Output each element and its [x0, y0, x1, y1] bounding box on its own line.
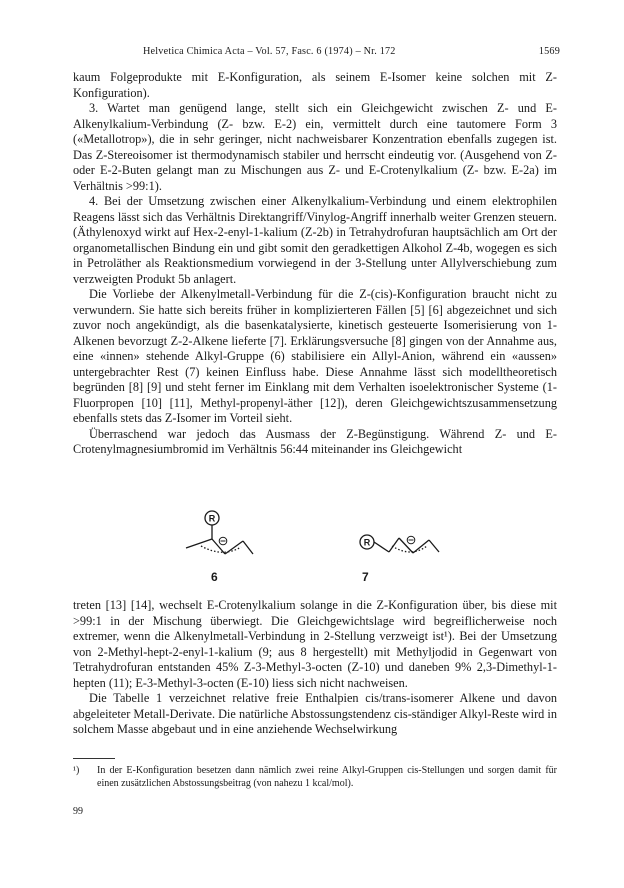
paragraph-z-preference: Die Vorliebe der Alkenylmetall-Verbindung für die Z-(cis)-Konfiguration braucht nicht zu verwundern. Sie hatte sich bereits früher in komplizierteren Fällen [5] [6] abgezeichnet und sich zuvor noch angekündigt, als die basenkatalysierte, kinetisch gesteuerte Isomerisierung von 1-Alkenen bevorzugt Z-2-Alkene lieferte [7]. Erklärungsversuche [8] gingen von der Annahme aus, eine «innen» stehende Alkyl-Gruppe (6) stabilisiere ein Allyl-Anion, während ein «aussen» untergebrachter Rest (7) keinen Einfluss habe. Diese Annahme lässt sich modelltheoretisch begründen [8] [9] und steht ferner im Einklang mit dem Verhalten isoelektronischer Systeme (1-Fluorpropen [10] [11], Methyl-propenyl-äther [12]), deren Gleichgewichtszusammensetzung ebenfalls stets das Z-Isomer im Vorteil sieht.	[73, 287, 557, 425]
compound-label-6: 6	[211, 570, 218, 584]
paragraph-table-1: Die Tabelle 1 verzeichnet relative freie Enthalpien cis/trans-isomerer Alkene und davon abgeleiteter Metall-Derivate. Die natürliche Abstossungstendenz cis-ständiger Alkyl-Reste wird in solchem Masse abgebaut und in eine anziehende Wechselwirkung	[73, 691, 557, 736]
bond-6-a	[186, 539, 212, 548]
footnote-mark: ¹)	[73, 765, 80, 776]
footnote	[73, 764, 557, 790]
structure-7	[360, 535, 439, 553]
header-page-number: 1569	[538, 46, 560, 57]
bond-7-d	[429, 540, 439, 552]
paragraph-z-extent: Überraschend war jedoch das Ausmass der Z-Begünstigung. Während Z- und E-Crotenylmagnesiumbromid im Verhältnis 56:44 miteinander ins Gleichgewicht	[73, 426, 557, 456]
body-text-lower	[73, 598, 557, 738]
structure-figure	[73, 506, 557, 590]
journal-citation: Helvetica Chimica Acta – Vol. 57, Fasc. 6 (1974) – Nr. 172	[143, 46, 396, 57]
bond-6-c	[225, 541, 243, 554]
paragraph-continued: kaum Folgeprodukte mit E-Konfiguration, als seinem E-Isomer keine solchen mit Z-Konfiguration).	[73, 70, 557, 100]
page-number-footer: 99	[73, 806, 83, 817]
paragraph-point-4: 4. Bei der Umsetzung zwischen einer Alkenylkalium-Verbindung und einem elektrophilen Reagens lässt sich das Verhältnis Direktangriff/Vinylog-Angriff innerhalb weiter Grenzen steuern. (Äthylenoxyd wirkt auf Hex-2-enyl-1-kalium (Z-2b) in Tetrahydrofuran hauptsächlich am Ort der organometallischen Bindung ein und gibt somit den geradkettigen Alkohol Z-4b, wogegen es sich in Petroläther als Reaktionsmedium vorwiegend in der 3-Stellung unter Allylverschiebung zum verzweigten Produkt 5b anlagert.	[73, 194, 557, 286]
footnote-rule	[73, 758, 115, 759]
bond-6-d	[243, 541, 253, 554]
r-symbol-6: R	[208, 513, 216, 524]
paragraph-point-3: 3. Wartet man genügend lange, stellt sich ein Gleichgewicht zwischen Z- und E-Alkenylkalium-Verbindung (Z- bzw. E-2) ein, vermittelt durch eine tautomere Form 3 («Metallotrop»), die in sehr geringer, nicht nachweisbarer Konzentration ebenfalls zugegen ist. Das Z-Stereoisomer ist thermodynamisch stabiler und herrscht eindeutig vor. (Ausgehend von Z- oder E-2-Buten gelangt man zu Mischungen aus Z- und E-Crotenylkalium (Z- bzw. E-2a) im Verhältnis >99:1).	[73, 101, 557, 193]
bond-7-a	[389, 538, 399, 552]
bond-7-r	[374, 542, 389, 552]
r-symbol-7: R	[363, 537, 371, 548]
structure-6	[186, 511, 253, 554]
paragraph-equilibrium: treten [13] [14], wechselt E-Crotenylkalium solange in die Z-Konfiguration über, bis diese mit >99:1 in der Mischung überwiegt. Die Gleichgewichtslage wird begreiflicherweise noch extremer, wenn die Alkenylmetall-Verbindung in 2-Stellung verzweigt ist¹). Bei der Umsetzung von 2-Methyl-hept-2-enyl-1-kalium (9; aus 8 hergestellt) mit Methyljodid in Gegenwart von Tetrahydrofuran entstanden 45% Z-3-Methyl-3-octen (Z-10) und daneben 9% 2,3-Dimethyl-1-hepten (11); E-3-Methyl-3-octen (E-10) liess sich nicht nachweisen.	[73, 598, 557, 690]
body-text-upper	[73, 70, 557, 458]
allyl-anion-structures	[73, 506, 557, 590]
compound-label-7: 7	[362, 570, 369, 584]
footnote-text: In der E-Konfiguration besetzen dann nämlich zwei reine Alkyl-Gruppen cis-Stellungen und sorgen damit für einen zusätzlichen Abstossungsbeitrag (von nahezu 1 kcal/mol).	[97, 765, 557, 789]
